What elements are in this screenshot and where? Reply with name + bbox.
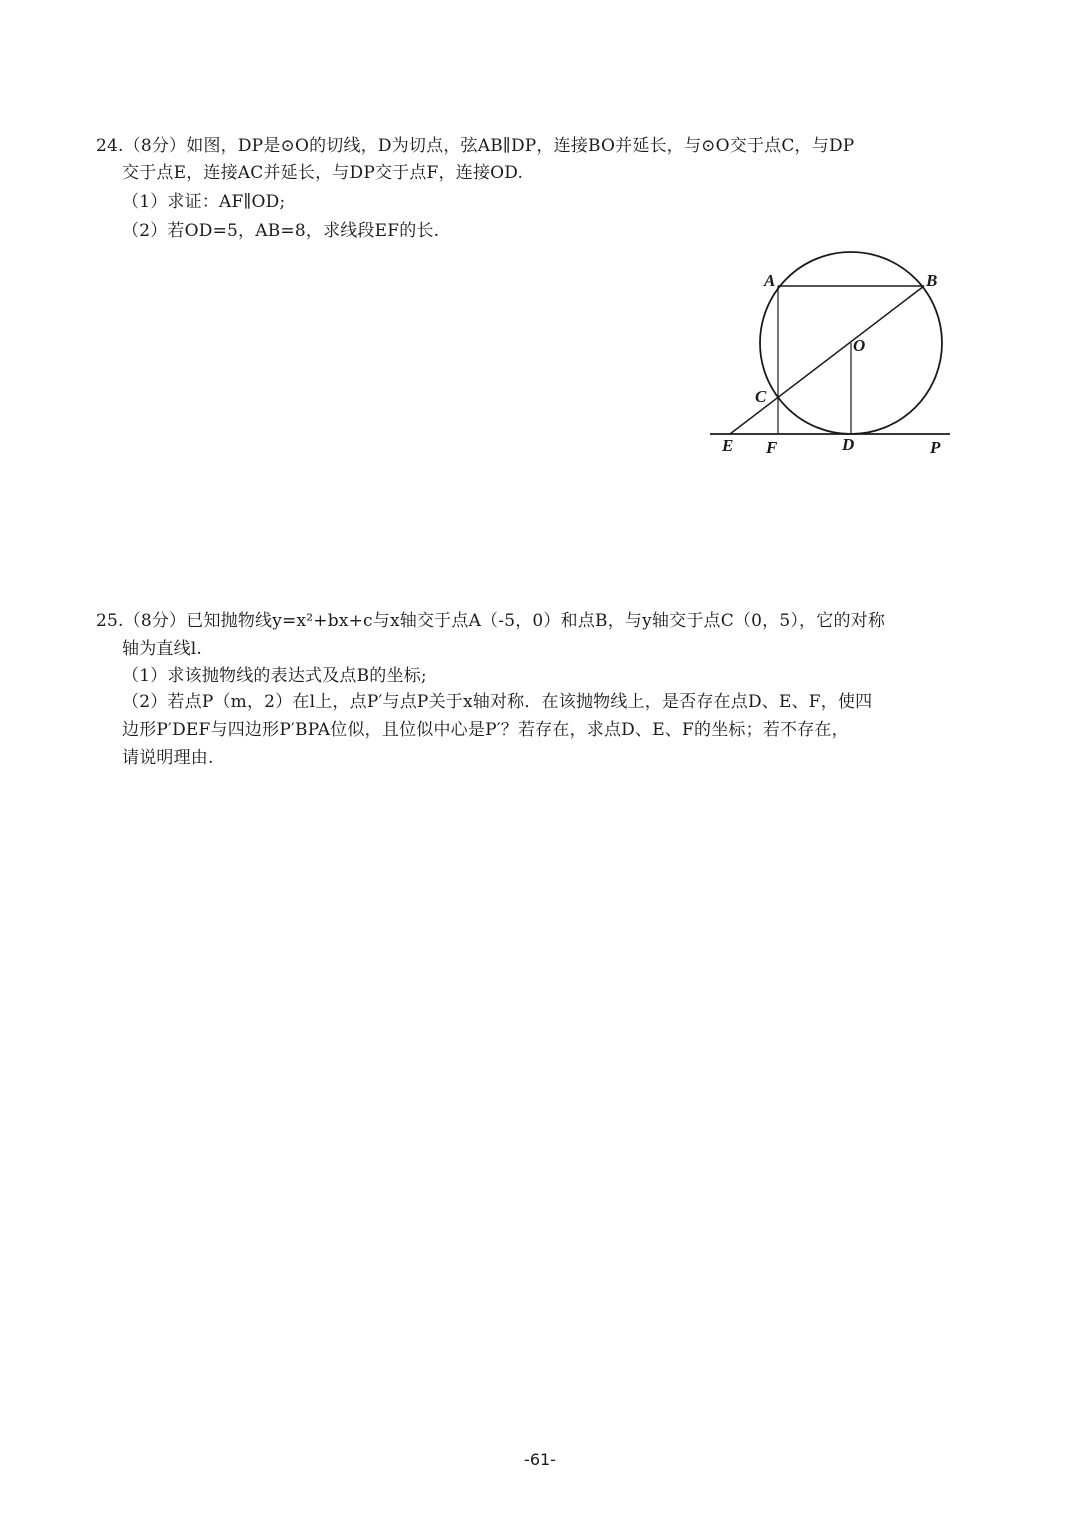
problem25-part1: （1）求该抛物线的表达式及点B的坐标;	[122, 666, 427, 686]
label-c: C	[755, 387, 767, 406]
label-f: F	[766, 438, 778, 457]
problem25-part2-line2: 边形P′DEF与四边形P′BPA位似，且位似中心是P′？若存在，求点D、E、F的坐标；若不存在，	[122, 720, 849, 740]
line-be	[730, 286, 924, 434]
label-e: E	[722, 436, 734, 455]
circle-tangent-figure	[700, 248, 960, 468]
page-number: -61-	[524, 1450, 556, 1469]
problem25-part2-line3: 请说明理由.	[122, 748, 214, 768]
problem24-part1: （1）求证：AF∥OD;	[122, 192, 286, 212]
problem24-part2: （2）若OD=5，AB=8，求线段EF的长.	[122, 221, 440, 241]
label-d: D	[842, 435, 855, 454]
problem24-line1: 24.（8分）如图，DP是⊙O的切线，D为切点，弦AB∥DP，连接BO并延长，与⊙O交于点C，与DP	[96, 136, 855, 156]
label-o: O	[853, 336, 866, 355]
problem24-line2: 交于点E，连接AC并延长，与DP交于点F，连接OD.	[122, 163, 524, 183]
label-p: P	[930, 438, 941, 457]
problem25-part2-line1: （2）若点P（m，2）在l上，点P′与点P关于x轴对称．在该抛物线上，是否存在点D、E、F，使四	[122, 692, 873, 712]
label-a: A	[764, 271, 776, 290]
problem25-line2: 轴为直线l.	[122, 639, 203, 659]
label-b: B	[926, 271, 938, 290]
problem25-line1: 25.（8分）已知抛物线y=x²+bx+c与x轴交于点A（-5，0）和点B，与y轴交于点C（0，5），它的对称	[96, 611, 886, 631]
